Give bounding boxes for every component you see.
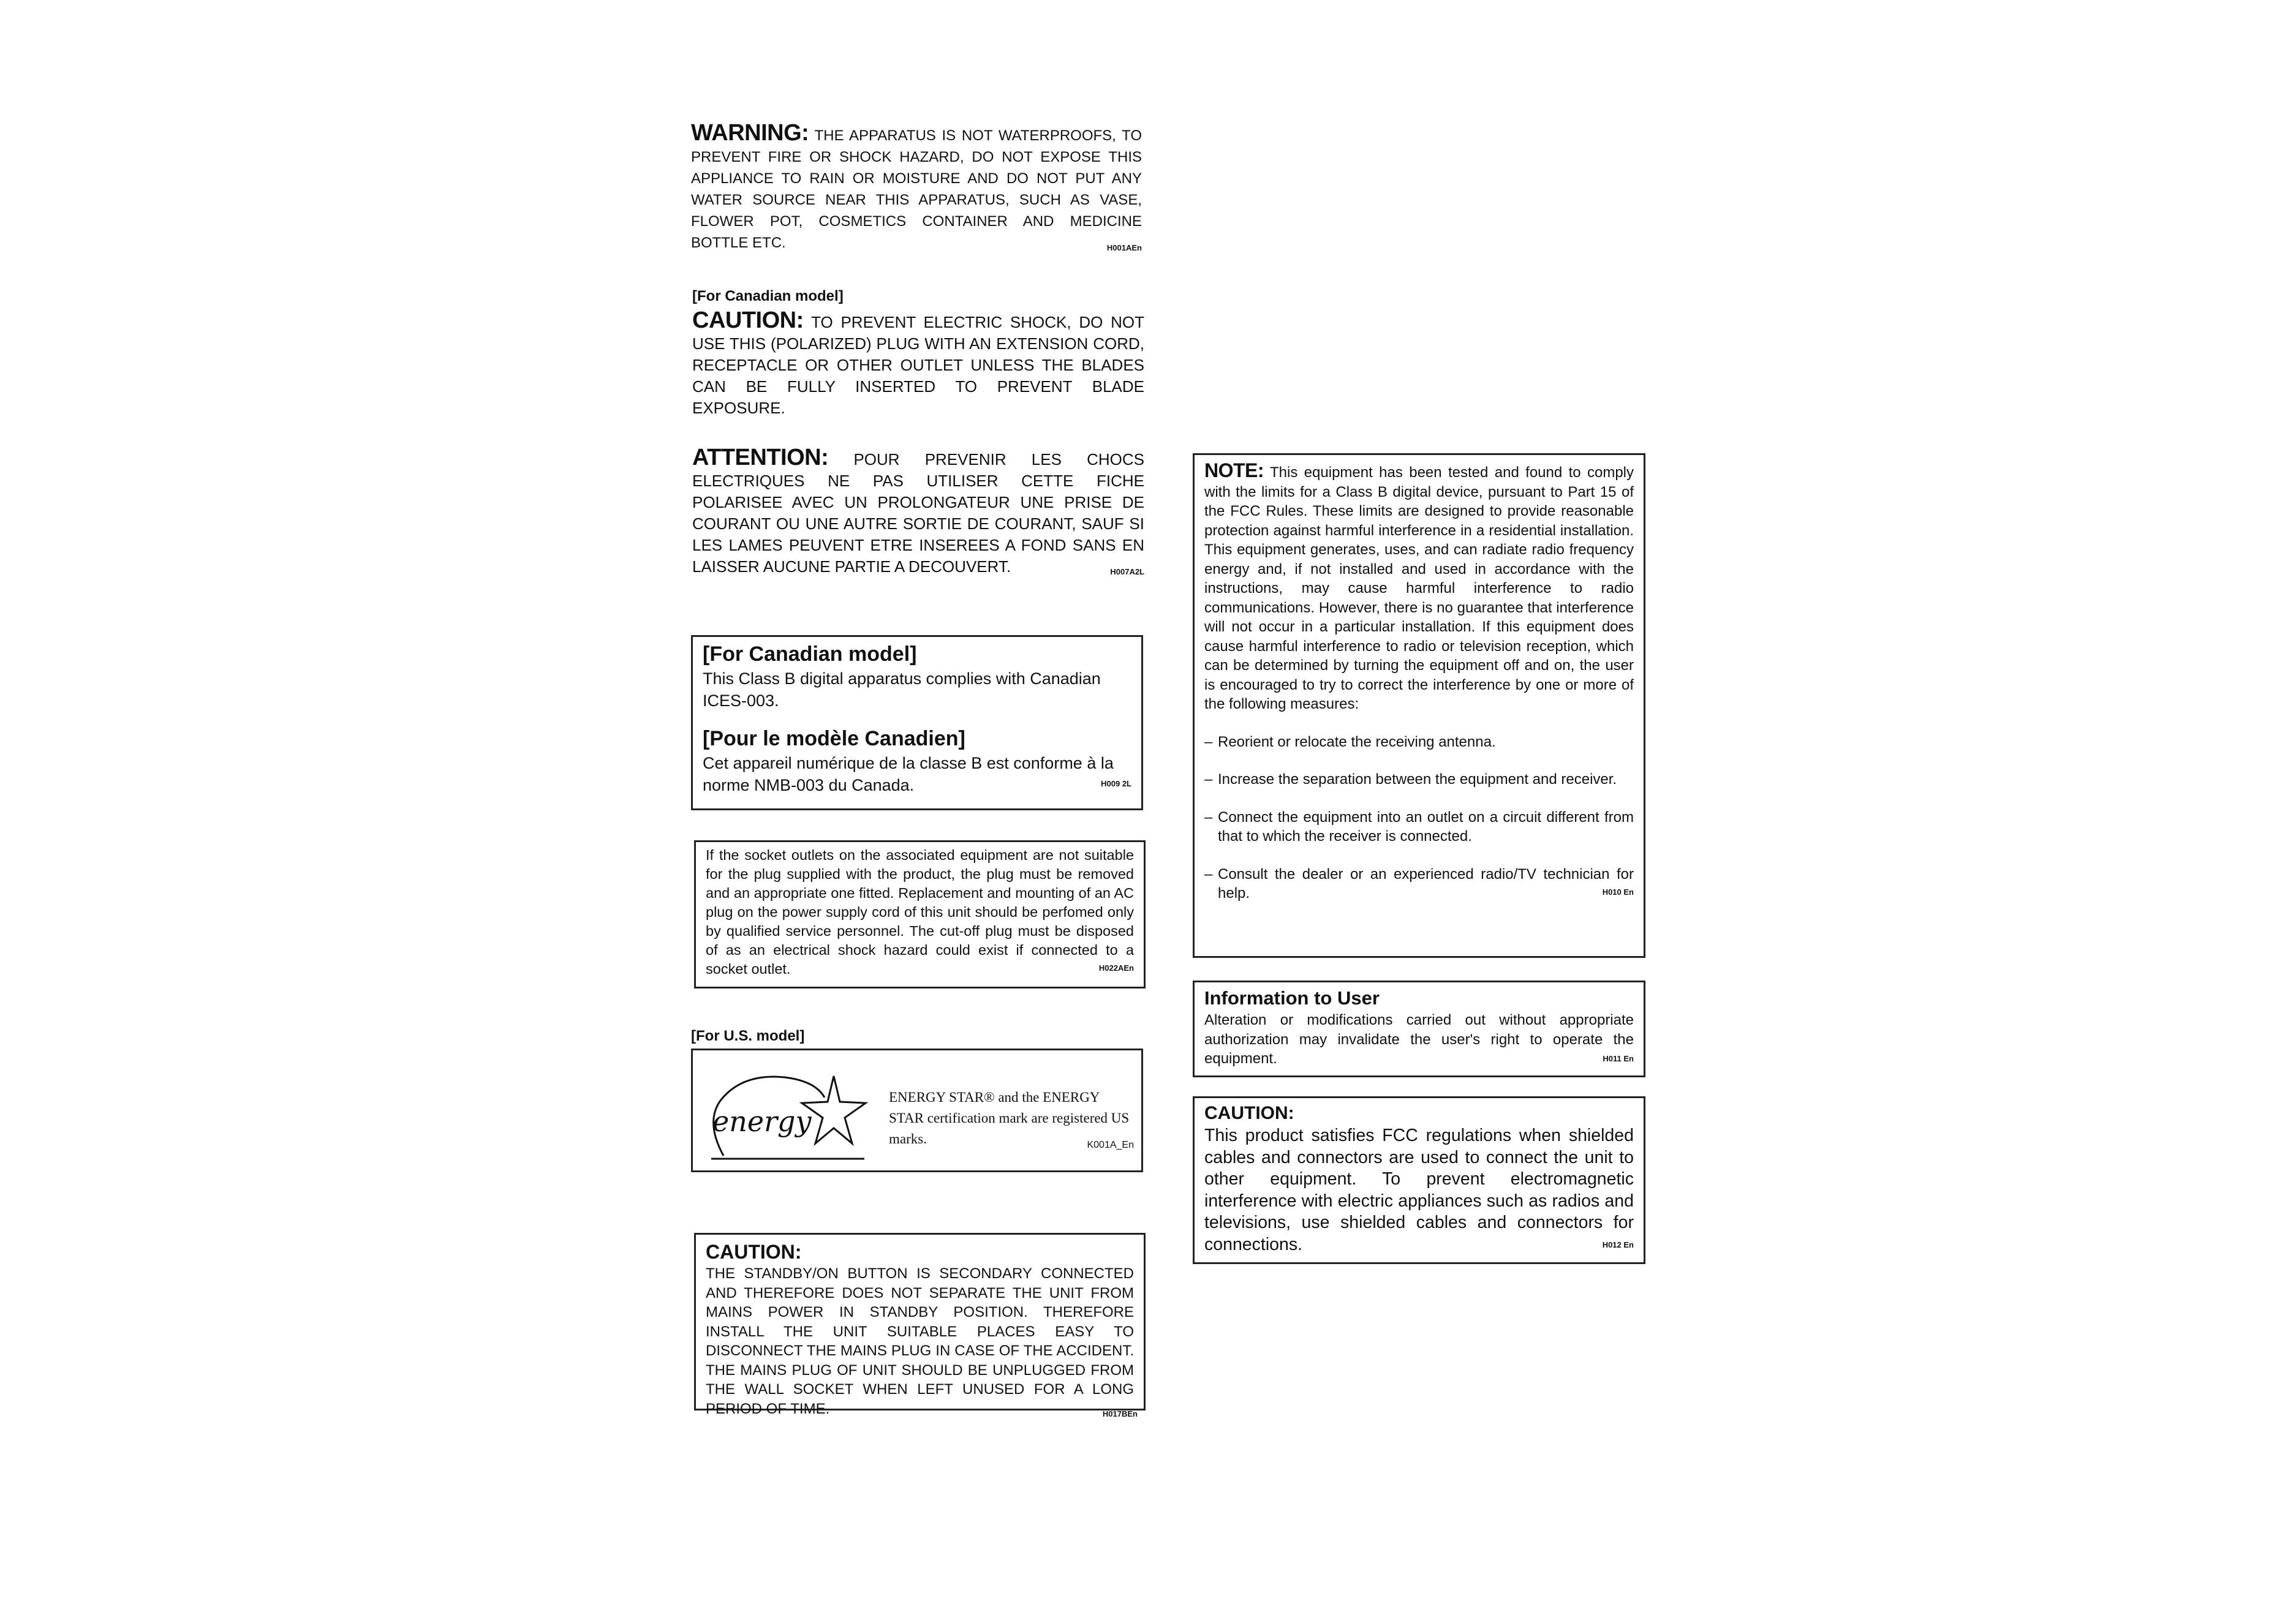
ices-notice-box xyxy=(691,635,1143,810)
fcc-note-text: This equipment has been tested and found to comply with the limits for a Class B digital device, pursuant to Part 15 of the FCC Rules. These limits are designed to provide reasonable protection against harmful interference in a residential installation. This equipment generates, uses, and can radiate radio frequency energy and, if not installed and used in accordance with the instructions, may cause harmful interference to radio communications. However, there is no guarantee that interference will not occur in a particular installation. If this equipment does cause harmful interference to radio or television reception, which can be determined by turning the equipment off and on, the user is encouraged to try to correct the interference by one or more of the following measures: xyxy=(1204,464,1634,712)
fcc-measure-dash: – xyxy=(1204,733,1213,750)
canadian-caution-text: TO PREVENT ELECTRIC SHOCK, DO NOT USE THIS (POLARIZED) PLUG WITH AN EXTENSION CORD, RECEPTACLE OR OTHER OUTLET UNLESS THE BLADES CAN BE FULLY INSERTED TO PREVENT BLADE EXPOSURE. xyxy=(692,313,1144,417)
fcc-measure-item xyxy=(1204,865,1634,903)
fcc-caution-code: H012 En xyxy=(1602,1240,1634,1249)
attention-text: POUR PREVENIR LES CHOCS ELECTRIQUES NE PAS UTILISER CETTE FICHE POLARISEE AVEC UN PROLONGATEUR UNE PRISE DE COURANT OU UNE AUTRE SORTIE DE COURANT, SAUF SI LES LAMES PEUVENT ETRE INSEREES A FOND SANS EN LAISSER AUCUNE PARTIE A DECOUVERT. xyxy=(692,450,1144,576)
standby-caution-code: H017BEn xyxy=(1102,1409,1138,1418)
fcc-note-box xyxy=(1193,453,1645,958)
fcc-measure-item xyxy=(1204,770,1634,789)
fcc-caution-label: CAUTION: xyxy=(1204,1103,1294,1123)
fcc-measure-item xyxy=(1204,732,1634,752)
fcc-caution-text: This product satisfies FCC regulations when shielded cables and connectors are used to connect the unit to other equipment. To prevent electromagnetic interference with electric appliances such as radios and televisions, use shielded cables and connectors for connections. xyxy=(1204,1126,1634,1254)
energy-star-box xyxy=(691,1049,1143,1172)
energy-star-code: K001A_En xyxy=(1087,1140,1134,1150)
fcc-measure-item xyxy=(1204,808,1634,846)
fcc-caution-box xyxy=(1193,1096,1645,1264)
ices-title-fr: [Pour le modèle Canadien] xyxy=(703,727,965,750)
attention-code: H007A2L xyxy=(1110,567,1144,576)
info-user-title: Information to User xyxy=(1204,987,1380,1009)
info-user-code: H011 En xyxy=(1603,1054,1634,1063)
info-user-box xyxy=(1193,981,1645,1077)
canadian-model-label: [For Canadian model] xyxy=(692,288,844,304)
fcc-note-label: NOTE: xyxy=(1204,459,1264,481)
standby-caution-label: CAUTION: xyxy=(706,1241,802,1263)
fcc-measure-dash: – xyxy=(1204,808,1213,826)
us-model-label: [For U.S. model] xyxy=(691,1028,805,1044)
plug-notice-text: If the socket outlets on the associated equipment are not suitable for the plug supplied with the product, the plug must be removed and an appropriate one fitted. Replacement and mounting of an AC plug on the power supply cord of this unit should be perfomed only by qualified service personnel. The cut-off plug must be disposed of as an electrical shock hazard could exist if connected to a socket outlet. xyxy=(706,847,1134,977)
energy-logo-word: energy xyxy=(712,1105,812,1138)
fcc-measure-text: Increase the separation between the equipment and receiver. xyxy=(1218,771,1617,788)
energy-star-text: ENERGY STAR® and the ENERGY STAR certification mark are registered US marks. xyxy=(889,1090,1130,1147)
warning-code: H001AEn xyxy=(1106,243,1142,252)
ices-text-en: This Class B digital apparatus complies with Canadian ICES-003. xyxy=(703,669,1101,710)
ices-title-en: [For Canadian model] xyxy=(703,642,917,666)
plug-notice-code: H022AEn xyxy=(1098,963,1134,973)
ices-code: H009 2L xyxy=(1101,779,1131,788)
fcc-measure-text: Consult the dealer or an experienced radio/TV technician for help. xyxy=(1218,865,1634,902)
warning-label: WARNING: xyxy=(691,120,809,146)
fcc-measure-text: Reorient or relocate the receiving antenna. xyxy=(1218,733,1496,750)
attention-label: ATTENTION: xyxy=(692,445,829,470)
info-user-text: Alteration or modifications carried out without appropriate authorization may invalidate the user's right to operate the equipment. xyxy=(1204,1012,1634,1067)
fcc-measure-dash: – xyxy=(1204,865,1213,883)
canadian-caution-section xyxy=(692,288,1144,419)
attention-section xyxy=(692,447,1144,582)
canadian-caution-label: CAUTION: xyxy=(692,307,804,333)
plug-notice-box xyxy=(694,840,1146,988)
fcc-measure-dash: – xyxy=(1204,771,1213,788)
ices-text-fr: Cet appareil numérique de la classe B est conforme à la norme NMB-003 du Canada. xyxy=(703,754,1114,794)
warning-section xyxy=(691,122,1142,258)
warning-text: THE APPARATUS IS NOT WATERPROOFS, TO PREVENT FIRE OR SHOCK HAZARD, DO NOT EXPOSE THIS APPLIANCE TO RAIN OR MOISTURE AND DO NOT PUT ANY WATER SOURCE NEAR THIS APPARATUS, SUCH AS VASE, FLOWER POT, COSMETICS CONTAINER AND MEDICINE BOTTLE ETC. xyxy=(691,127,1142,251)
fcc-note-code: H010 En xyxy=(1602,887,1634,897)
standby-caution-box xyxy=(694,1233,1146,1418)
standby-caution-text: THE STANDBY/ON BUTTON IS SECONDARY CONNECTED AND THEREFORE DOES NOT SEPARATE THE UNIT FROM MAINS POWER IN STANDBY POSITION. THEREFORE INSTALL THE UNIT SUITABLE PLACES EASY TO DISCONNECT THE MAINS PLUG IN CASE OF THE ACCIDENT. THE MAINS PLUG OF UNIT SHOULD BE UNPLUGGED FROM THE WALL SOCKET WHEN LEFT UNUSED FOR A LONG PERIOD OF TIME. xyxy=(706,1265,1134,1417)
fcc-measure-text: Connect the equipment into an outlet on a circuit different from that to which the receiver is connected. xyxy=(1218,808,1634,845)
energy-star-logo xyxy=(699,1064,870,1168)
